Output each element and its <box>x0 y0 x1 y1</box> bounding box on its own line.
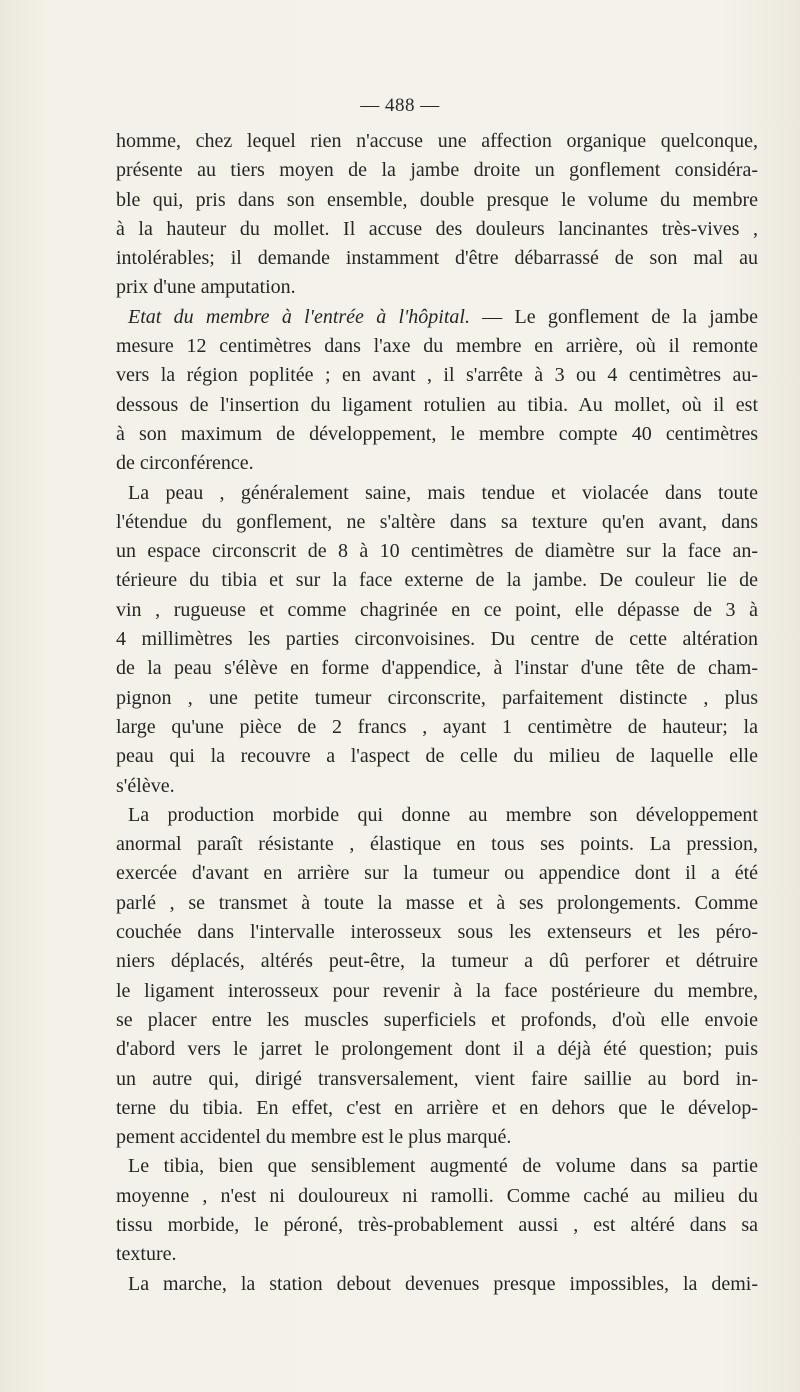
text-line: prix d'une amputation. <box>116 276 296 299</box>
text-line: un espace circonscrit de 8 à 10 centimètres de diamètre sur la face an- <box>116 540 758 563</box>
text-line: pignon , une petite tumeur circonscrite, parfaitement distincte , plus <box>116 686 758 709</box>
text-line: ble qui, pris dans son ensemble, double presque le volume du membre <box>116 188 758 211</box>
text-line: exercée d'avant en arrière sur la tumeur ou appendice dont il a été <box>116 862 758 885</box>
text-line: couchée dans l'intervalle interosseux sous les extenseurs et les péro- <box>116 921 758 944</box>
text-line: moyenne , n'est ni douloureux ni ramolli. Comme caché au milieu du <box>116 1184 758 1207</box>
text-line: La peau , généralement saine, mais tendue et violacée dans toute <box>128 481 758 504</box>
text-line: terne du tibia. En effet, c'est en arrière et en dehors que le dévelop- <box>116 1096 758 1119</box>
text-line: texture. <box>116 1243 177 1266</box>
text-line: 4 millimètres les parties circonvoisines. Du centre de cette altération <box>116 628 758 651</box>
text-line: se placer entre les muscles superficiels et profonds, d'où elle envoie <box>116 1008 758 1031</box>
text-line: présente au tiers moyen de la jambe droite un gonflement considéra- <box>116 159 758 182</box>
text-line: vers la région poplitée ; en avant , il s'arrête à 3 ou 4 centimètres au- <box>116 364 758 387</box>
text-line: tissu morbide, le péroné, très-probablement aussi , est altéré dans sa <box>116 1213 758 1236</box>
text-line: pement accidentel du membre est le plus marqué. <box>116 1126 512 1149</box>
text-line: un autre qui, dirigé transversalement, vient faire saillie au bord in- <box>116 1067 758 1090</box>
text-line: La production morbide qui donne au membre son développement <box>128 803 758 826</box>
text-line: Le tibia, bien que sensiblement augmenté de volume dans sa partie <box>128 1155 758 1178</box>
text-line: l'étendue du gonflement, ne s'altère dans sa texture qu'en avant, dans <box>116 510 758 533</box>
paragraph-3 <box>116 479 758 801</box>
text-line: large qu'une pièce de 2 francs , ayant 1 centimètre de hauteur; la <box>116 715 758 738</box>
text-line: anormal paraît résistante , élastique en tous ses points. La pression, <box>116 833 758 856</box>
paragraph-1 <box>116 127 758 303</box>
text-line: La marche, la station debout devenues presque impossibles, la demi- <box>128 1272 758 1295</box>
paragraph-2 <box>116 303 758 479</box>
text-line: à son maximum de développement, le membre compte 40 centimètres <box>116 422 758 445</box>
section-heading-italic: Etat du membre à l'entrée à l'hôpital. <box>128 305 470 328</box>
paragraph-5 <box>116 1152 758 1269</box>
text-line: intolérables; il demande instamment d'être débarrassé de son mal au <box>116 247 758 270</box>
text-line: peau qui la recouvre a l'aspect de celle du milieu de laquelle elle <box>116 745 758 768</box>
text-line: dessous de l'insertion du ligament rotulien au tibia. Au mollet, où il est <box>116 393 758 416</box>
page-number: — 488 — <box>360 95 440 116</box>
text-line: homme, chez lequel rien n'accuse une affection organique quelconque, <box>116 130 758 152</box>
text-line: de circonférence. <box>116 452 254 475</box>
text-line: térieure du tibia et sur la face externe de la jambe. De couleur lie de <box>116 569 758 592</box>
text-line: parlé , se transmet à toute la masse et à ses prolongements. Comme <box>116 891 758 914</box>
body-text <box>116 127 758 1299</box>
text-line: mesure 12 centimètres dans l'axe du membre en arrière, où il remonte <box>116 335 758 358</box>
text-line: s'élève. <box>116 774 175 797</box>
text-line: à la hauteur du mollet. Il accuse des douleurs lancinantes très-vives , <box>116 217 758 240</box>
text-line: vin , rugueuse et comme chagrinée en ce point, elle dépasse de 3 à <box>116 598 758 621</box>
text-line-heading <box>116 303 758 332</box>
paragraph-6 <box>116 1270 758 1299</box>
text-line: niers déplacés, altérés peut-être, la tumeur a dû perforer et détruire <box>116 950 758 973</box>
paragraph-4 <box>116 801 758 1153</box>
text-line: de la peau s'élève en forme d'appendice, à l'instar d'une tête de cham- <box>116 657 758 680</box>
text-line: d'abord vers le jarret le prolongement dont il a déjà été question; puis <box>116 1038 758 1061</box>
text-line: le ligament interosseux pour revenir à la face postérieure du membre, <box>116 979 758 1002</box>
section-heading-rest: — Le gonflement de la jambe <box>469 305 758 328</box>
